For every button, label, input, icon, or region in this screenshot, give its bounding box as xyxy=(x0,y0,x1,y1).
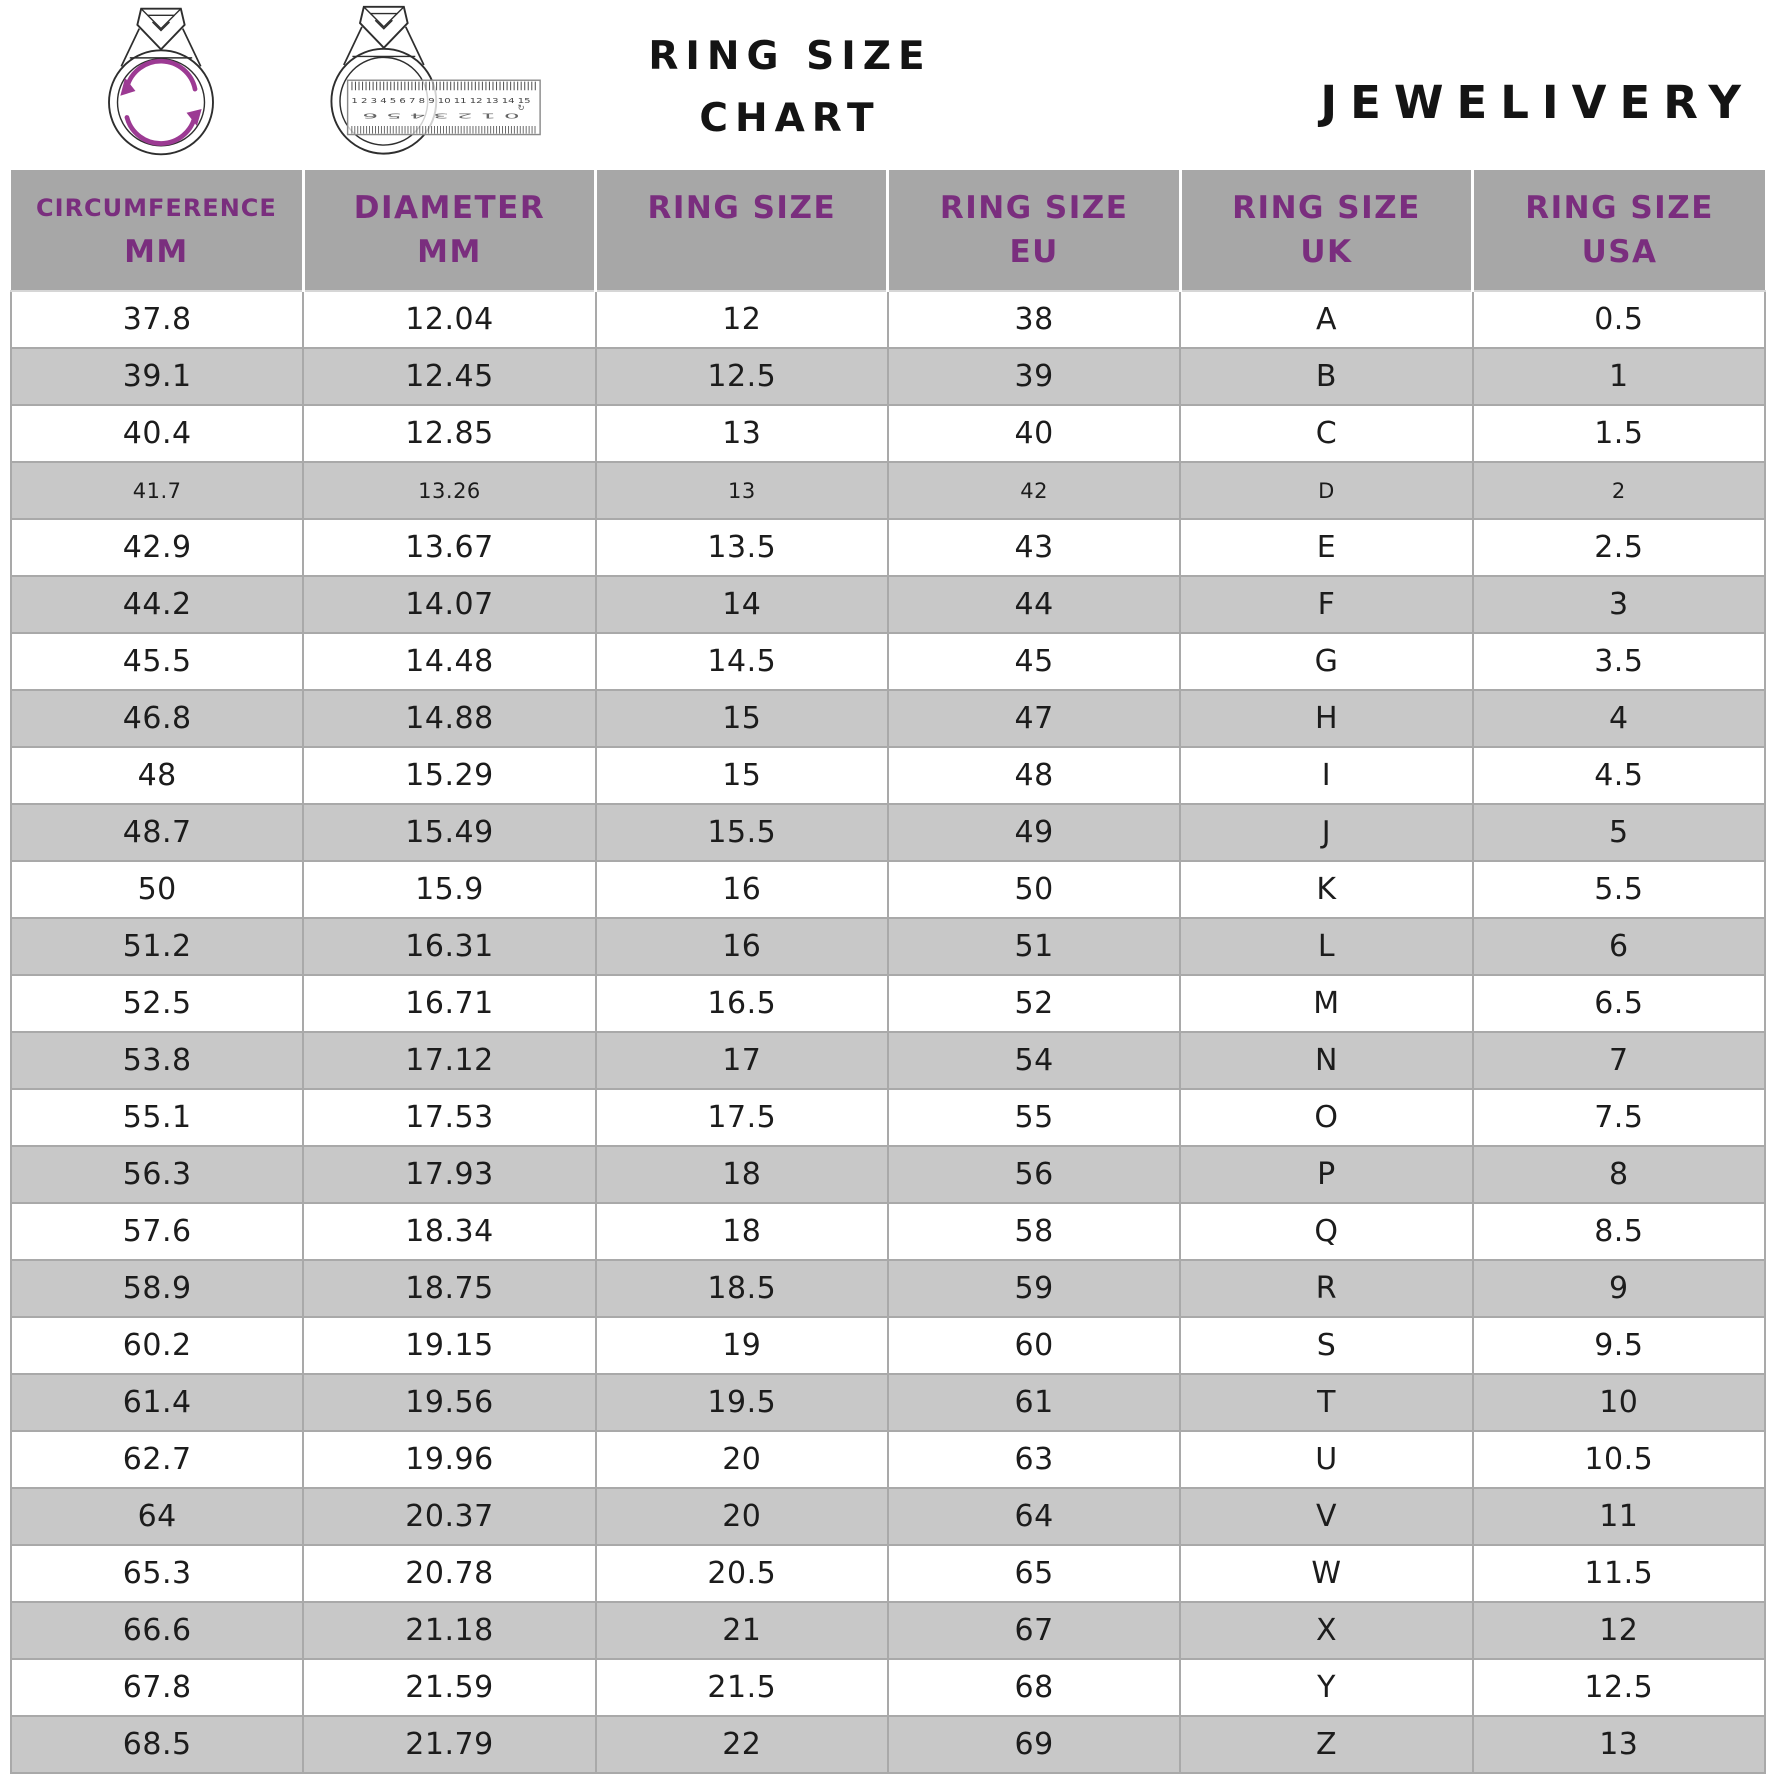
table-cell: 16 xyxy=(596,918,888,975)
table-cell: 15.5 xyxy=(596,804,888,861)
table-cell: F xyxy=(1180,576,1472,633)
table-cell: 13.26 xyxy=(303,462,595,519)
table-cell: 21.79 xyxy=(303,1716,595,1773)
table-cell: 2 xyxy=(1473,462,1765,519)
table-cell: E xyxy=(1180,519,1472,576)
table-cell: 51 xyxy=(888,918,1180,975)
table-cell: 12.45 xyxy=(303,348,595,405)
table-row xyxy=(11,1260,1765,1317)
table-cell: 21 xyxy=(596,1602,888,1659)
table-cell: 14.48 xyxy=(303,633,595,690)
table-cell: 17.93 xyxy=(303,1146,595,1203)
table-cell: K xyxy=(1180,861,1472,918)
table-cell: 4 xyxy=(1473,690,1765,747)
table-cell: 48.7 xyxy=(11,804,303,861)
table-cell: 42 xyxy=(888,462,1180,519)
column-header: RING SIZE EU xyxy=(888,170,1180,291)
table-cell: 15.9 xyxy=(303,861,595,918)
table-cell: 52.5 xyxy=(11,975,303,1032)
table-cell: W xyxy=(1180,1545,1472,1602)
table-cell: 43 xyxy=(888,519,1180,576)
table-cell: 18 xyxy=(596,1203,888,1260)
table-cell: 21.5 xyxy=(596,1659,888,1716)
table-cell: D xyxy=(1180,462,1472,519)
table-cell: S xyxy=(1180,1317,1472,1374)
ruler-scale-numbers-bottom: 0 1 2 3 4 5 6 xyxy=(362,111,520,120)
table-cell: 13 xyxy=(596,462,888,519)
table-row xyxy=(11,633,1765,690)
table-cell: 16 xyxy=(596,861,888,918)
table-row xyxy=(11,1089,1765,1146)
table-cell: 20.78 xyxy=(303,1545,595,1602)
table-cell: 7 xyxy=(1473,1032,1765,1089)
table-cell: U xyxy=(1180,1431,1472,1488)
table-cell: 21.59 xyxy=(303,1659,595,1716)
ruler-rotate-glyph: ↻ xyxy=(517,103,525,114)
table-cell: 47 xyxy=(888,690,1180,747)
table-cell: 11.5 xyxy=(1473,1545,1765,1602)
table-cell: 20.5 xyxy=(596,1545,888,1602)
table-cell: L xyxy=(1180,918,1472,975)
table-cell: 18.34 xyxy=(303,1203,595,1260)
table-cell: B xyxy=(1180,348,1472,405)
table-cell: Q xyxy=(1180,1203,1472,1260)
table-cell: 20.37 xyxy=(303,1488,595,1545)
table-row xyxy=(11,1716,1765,1773)
table-cell: 15.49 xyxy=(303,804,595,861)
table-cell: 12.5 xyxy=(1473,1659,1765,1716)
table-cell: 1 xyxy=(1473,348,1765,405)
table-row xyxy=(11,1545,1765,1602)
table-row xyxy=(11,348,1765,405)
ring-diameter-ruler-icon xyxy=(300,4,562,166)
ring-circumference-icon xyxy=(85,4,237,160)
table-cell: 18.75 xyxy=(303,1260,595,1317)
table-cell: 5 xyxy=(1473,804,1765,861)
table-cell: 2.5 xyxy=(1473,519,1765,576)
table-cell: 18.5 xyxy=(596,1260,888,1317)
table-cell: 7.5 xyxy=(1473,1089,1765,1146)
table-row xyxy=(11,1659,1765,1716)
table-cell: 38 xyxy=(888,291,1180,348)
rotation-arrows-icon xyxy=(127,61,195,143)
table-row xyxy=(11,291,1765,348)
page-header xyxy=(0,0,1776,170)
table-cell: 14.5 xyxy=(596,633,888,690)
table-cell: 60.2 xyxy=(11,1317,303,1374)
table-cell: I xyxy=(1180,747,1472,804)
column-header: RING SIZE UK xyxy=(1180,170,1472,291)
table-body xyxy=(11,291,1765,1773)
table-row xyxy=(11,519,1765,576)
table-cell: 64 xyxy=(888,1488,1180,1545)
table-row xyxy=(11,1374,1765,1431)
table-cell: 13 xyxy=(1473,1716,1765,1773)
table-cell: 13 xyxy=(596,405,888,462)
table-cell: 13.67 xyxy=(303,519,595,576)
table-cell: G xyxy=(1180,633,1472,690)
table-cell: 12 xyxy=(596,291,888,348)
table-cell: 17.53 xyxy=(303,1089,595,1146)
table-row xyxy=(11,1488,1765,1545)
table-cell: 37.8 xyxy=(11,291,303,348)
table-cell: 13.5 xyxy=(596,519,888,576)
table-cell: 44.2 xyxy=(11,576,303,633)
table-row xyxy=(11,405,1765,462)
table-cell: 3 xyxy=(1473,576,1765,633)
table-cell: 0.5 xyxy=(1473,291,1765,348)
table-cell: 19.15 xyxy=(303,1317,595,1374)
table-row xyxy=(11,1431,1765,1488)
table-cell: 9 xyxy=(1473,1260,1765,1317)
table-row xyxy=(11,861,1765,918)
table-cell: 40.4 xyxy=(11,405,303,462)
table-cell: 16.71 xyxy=(303,975,595,1032)
table-cell: 4.5 xyxy=(1473,747,1765,804)
table-cell: 46.8 xyxy=(11,690,303,747)
table-cell: 58 xyxy=(888,1203,1180,1260)
table-cell: 68 xyxy=(888,1659,1180,1716)
ring-size-table xyxy=(10,170,1766,1774)
table-cell: 21.18 xyxy=(303,1602,595,1659)
table-cell: 18 xyxy=(596,1146,888,1203)
table-cell: 42.9 xyxy=(11,519,303,576)
table-cell: T xyxy=(1180,1374,1472,1431)
table-cell: V xyxy=(1180,1488,1472,1545)
table-cell: 67 xyxy=(888,1602,1180,1659)
table-row xyxy=(11,690,1765,747)
table-cell: 39 xyxy=(888,348,1180,405)
table-cell: 52 xyxy=(888,975,1180,1032)
table-cell: 8 xyxy=(1473,1146,1765,1203)
table-cell: 17.12 xyxy=(303,1032,595,1089)
page-title xyxy=(590,26,990,151)
table-cell: 55.1 xyxy=(11,1089,303,1146)
table-cell: 68.5 xyxy=(11,1716,303,1773)
column-header: DIAMETER MM xyxy=(303,170,595,291)
table-row xyxy=(11,747,1765,804)
table-cell: N xyxy=(1180,1032,1472,1089)
table-header-row xyxy=(11,170,1765,291)
table-cell: 14.88 xyxy=(303,690,595,747)
table-cell: 56 xyxy=(888,1146,1180,1203)
table-cell: 45 xyxy=(888,633,1180,690)
table-cell: 15 xyxy=(596,747,888,804)
table-cell: 19.56 xyxy=(303,1374,595,1431)
column-header: RING SIZE xyxy=(596,170,888,291)
table-cell: J xyxy=(1180,804,1472,861)
table-cell: X xyxy=(1180,1602,1472,1659)
table-row xyxy=(11,462,1765,519)
table-cell: 15.29 xyxy=(303,747,595,804)
table-cell: 11 xyxy=(1473,1488,1765,1545)
table-cell: 3.5 xyxy=(1473,633,1765,690)
table-cell: O xyxy=(1180,1089,1472,1146)
ruler-icon xyxy=(348,80,540,134)
table-cell: 20 xyxy=(596,1431,888,1488)
table-cell: 17 xyxy=(596,1032,888,1089)
table-row xyxy=(11,1146,1765,1203)
table-cell: 1.5 xyxy=(1473,405,1765,462)
table-cell: 16.5 xyxy=(596,975,888,1032)
table-row xyxy=(11,576,1765,633)
table-cell: 8.5 xyxy=(1473,1203,1765,1260)
table-cell: 39.1 xyxy=(11,348,303,405)
table-cell: 10 xyxy=(1473,1374,1765,1431)
table-cell: M xyxy=(1180,975,1472,1032)
table-row xyxy=(11,804,1765,861)
table-cell: 6 xyxy=(1473,918,1765,975)
table-cell: 49 xyxy=(888,804,1180,861)
table-cell: 12 xyxy=(1473,1602,1765,1659)
table-cell: 12.85 xyxy=(303,405,595,462)
table-cell: Z xyxy=(1180,1716,1472,1773)
table-cell: 60 xyxy=(888,1317,1180,1374)
table-cell: 61.4 xyxy=(11,1374,303,1431)
table-cell: 14.07 xyxy=(303,576,595,633)
table-cell: 44 xyxy=(888,576,1180,633)
table-cell: 59 xyxy=(888,1260,1180,1317)
table-cell: 58.9 xyxy=(11,1260,303,1317)
ruler-scale-numbers: 1 2 3 4 5 6 7 8 9 10 11 12 13 14 15 xyxy=(351,96,531,106)
table-cell: 48 xyxy=(888,747,1180,804)
page-title-line1: RING SIZE xyxy=(648,34,932,79)
table-cell: 45.5 xyxy=(11,633,303,690)
table-cell: 19.96 xyxy=(303,1431,595,1488)
table-cell: 16.31 xyxy=(303,918,595,975)
table-cell: 55 xyxy=(888,1089,1180,1146)
table-cell: P xyxy=(1180,1146,1472,1203)
table-row xyxy=(11,975,1765,1032)
table-cell: 48 xyxy=(11,747,303,804)
table-cell: 61 xyxy=(888,1374,1180,1431)
table-cell: 22 xyxy=(596,1716,888,1773)
table-cell: 19.5 xyxy=(596,1374,888,1431)
table-cell: 69 xyxy=(888,1716,1180,1773)
table-cell: 5.5 xyxy=(1473,861,1765,918)
table-cell: 64 xyxy=(11,1488,303,1545)
table-cell: 12.04 xyxy=(303,291,595,348)
table-cell: 10.5 xyxy=(1473,1431,1765,1488)
column-header: RING SIZE USA xyxy=(1473,170,1765,291)
table-cell: 56.3 xyxy=(11,1146,303,1203)
page-title-line2: CHART xyxy=(699,96,881,142)
table-cell: 63 xyxy=(888,1431,1180,1488)
table-cell: 15 xyxy=(596,690,888,747)
table-cell: 12.5 xyxy=(596,348,888,405)
table-cell: 41.7 xyxy=(11,462,303,519)
table-row xyxy=(11,1032,1765,1089)
table-cell: 14 xyxy=(596,576,888,633)
table-cell: 40 xyxy=(888,405,1180,462)
brand-logo: JEWELIVERY xyxy=(1320,76,1754,129)
table-cell: C xyxy=(1180,405,1472,462)
table-row xyxy=(11,1317,1765,1374)
table-cell: 53.8 xyxy=(11,1032,303,1089)
table-cell: R xyxy=(1180,1260,1472,1317)
table-row xyxy=(11,918,1765,975)
table-cell: 50 xyxy=(11,861,303,918)
table-row xyxy=(11,1203,1765,1260)
table-cell: 67.8 xyxy=(11,1659,303,1716)
table-cell: 17.5 xyxy=(596,1089,888,1146)
table-cell: 9.5 xyxy=(1473,1317,1765,1374)
table-cell: 20 xyxy=(596,1488,888,1545)
table-cell: 50 xyxy=(888,861,1180,918)
table-cell: 51.2 xyxy=(11,918,303,975)
table-cell: 62.7 xyxy=(11,1431,303,1488)
table-cell: 6.5 xyxy=(1473,975,1765,1032)
column-header: CIRCUMFERENCE MM xyxy=(11,170,303,291)
table-cell: 65 xyxy=(888,1545,1180,1602)
table-cell: 54 xyxy=(888,1032,1180,1089)
table-cell: 65.3 xyxy=(11,1545,303,1602)
table-header xyxy=(11,170,1765,291)
table-cell: 57.6 xyxy=(11,1203,303,1260)
table-cell: H xyxy=(1180,690,1472,747)
table-cell: A xyxy=(1180,291,1472,348)
table-cell: 19 xyxy=(596,1317,888,1374)
table-cell: 66.6 xyxy=(11,1602,303,1659)
table-row xyxy=(11,1602,1765,1659)
table-cell: Y xyxy=(1180,1659,1472,1716)
